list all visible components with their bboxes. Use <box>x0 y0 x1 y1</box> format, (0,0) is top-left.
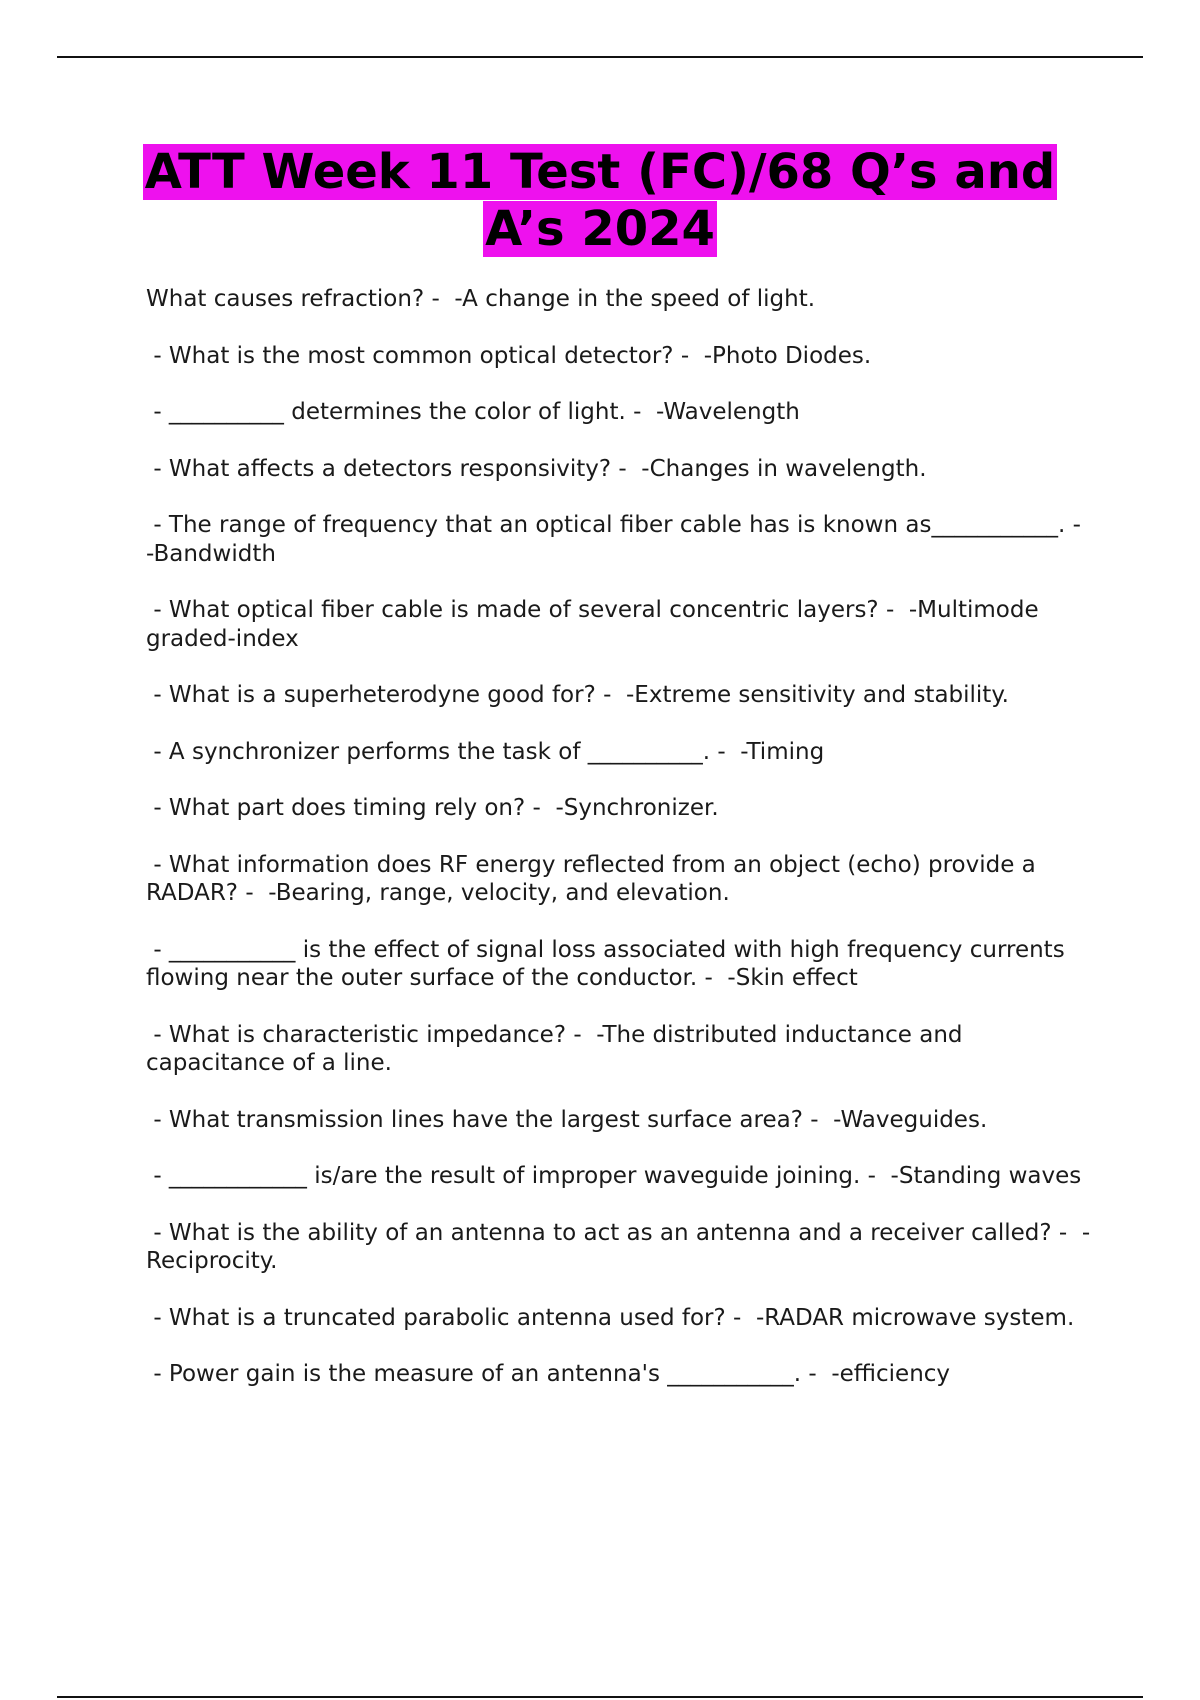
document-title <box>100 144 1100 258</box>
qa-item: - What optical fiber cable is made of several concentric layers? - -Multimode graded-index <box>146 597 1046 652</box>
qa-item: - Power gain is the measure of an antenna's ___________. - -efficiency <box>146 1361 951 1387</box>
qa-item: - What affects a detectors responsivity? - -Changes in wavelength. <box>146 455 927 482</box>
qa-item: - What part does timing rely on? - -Synchronizer. <box>146 795 719 821</box>
qa-item: - What is a truncated parabolic antenna used for? - -RADAR microwave system. <box>146 1304 1075 1331</box>
qa-item: What causes refraction? - -A change in the speed of light. <box>146 286 816 312</box>
qa-list <box>146 285 1096 1417</box>
top-rule <box>57 56 1143 58</box>
qa-item: - ____________ is/are the result of improper waveguide joining. - -Standing waves <box>146 1163 1082 1189</box>
qa-item: - ___________ is the effect of signal loss associated with high frequency currents flowing near the outer surface of the conductor. - -Skin effect <box>146 936 1072 991</box>
qa-item: - What is the most common optical detector? - -Photo Diodes. <box>146 342 872 369</box>
title-line-2: A’s 2024 <box>485 201 715 257</box>
qa-item: - What transmission lines have the largest surface area? - -Waveguides. <box>146 1106 988 1133</box>
title-line-1: ATT Week 11 Test (FC)/68 Q’s and <box>144 144 1056 200</box>
qa-item: - What is a superheterodyne good for? - -Extreme sensitivity and stability. <box>146 682 1009 708</box>
qa-item: - The range of frequency that an optical fiber cable has is known as___________. - -Bandwidth <box>146 512 1096 567</box>
qa-item: - What is the ability of an antenna to act as an antenna and a receiver called? - -Reciprocity. <box>146 1219 1091 1274</box>
qa-item: - __________ determines the color of light. - -Wavelength <box>146 399 800 425</box>
qa-item: - What is characteristic impedance? - -The distributed inductance and capacitance of a line. <box>146 1021 970 1076</box>
bottom-rule <box>57 1696 1143 1698</box>
qa-item: - What information does RF energy reflected from an object (echo) provide a RADAR? - -Bearing, range, velocity, and elevation. <box>146 851 1044 906</box>
qa-item: - A synchronizer performs the task of __________. - -Timing <box>146 738 825 765</box>
